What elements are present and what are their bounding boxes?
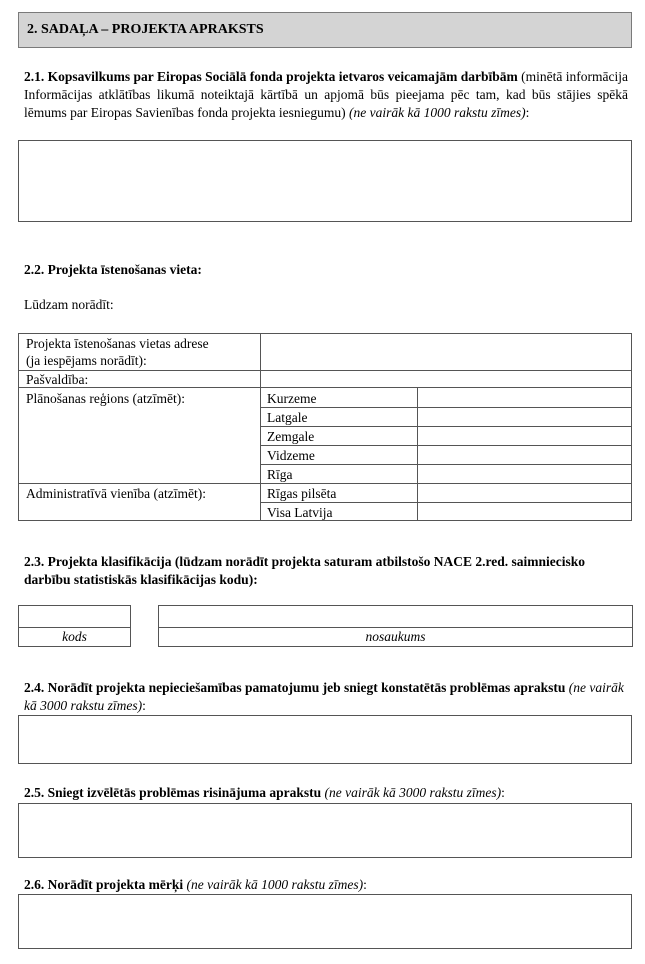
address-label-note: (ja iespējams norādīt): [26,353,147,368]
name-input[interactable] [159,606,632,627]
region-kurzeme: Kurzeme [267,391,317,406]
planning-region-label: Plānošanas reģions (atzīmēt): [26,391,185,406]
mark-cell-latgale[interactable] [418,408,631,426]
municipality-input[interactable] [262,371,630,387]
region-zemgale: Zemgale [267,429,315,444]
name-label: nosaukums [365,629,426,644]
code-input[interactable] [19,606,130,627]
code-label: kods [62,629,87,644]
section-2-6-heading: 2.6. Norādīt projekta mērķi (ne vairāk kā 1000 rakstu zīmes): [24,877,367,892]
address-label: Projekta īstenošanas vietas adrese [26,336,209,351]
mark-cell-riga[interactable] [418,465,631,483]
region-latgale: Latgale [267,410,308,425]
admin-all-latvia: Visa Latvija [267,505,333,520]
region-vidzeme: Vidzeme [267,448,315,463]
section-2-1-heading: 2.1. Kopsavilkums par Eiropas Sociālā fonda projekta ietvaros veicamajām darbībām (minētā informācija Informācijas atklātības likumā noteiktajā kārtībā un apjomā būs pieejama pēc tam, kad būs stājies spēkā lēmums par Eiropas Savienības fonda projekta iesniegumu) (ne vairāk kā 1000 rakstu zīmes): [24,69,628,120]
section-2-5-heading: 2.5. Sniegt izvēlētās problēmas risinājuma aprakstu (ne vairāk kā 3000 rakstu zīmes): [24,785,505,800]
mark-cell-riga-city[interactable] [418,484,631,502]
need-justification-textarea[interactable] [18,715,632,764]
mark-cell-kurzeme[interactable] [418,388,631,407]
section-2-3-heading: 2.3. Projekta klasifikācija (lūdzam norādīt projekta saturam atbilstošo NACE 2.red. saimniecisko darbību statistiskās klasifikācijas kodu): [24,554,586,587]
mark-cell-all-latvia[interactable] [418,503,631,520]
code-box [18,605,131,647]
admin-riga-city: Rīgas pilsēta [267,486,337,501]
name-box [158,605,633,647]
section-2-4-heading: 2.4. Norādīt projekta nepieciešamības pamatojumu jeb sniegt konstatētās problēmas aprakstu (ne vairāk kā 3000 rakstu zīmes): [24,680,624,713]
goal-textarea[interactable] [18,894,632,949]
location-table [18,333,632,521]
section-title: 2. SADAĻA – PROJEKTA APRAKSTS [27,22,264,37]
admin-unit-label: Administratīvā vienība (atzīmēt): [26,486,206,501]
solution-textarea[interactable] [18,803,632,858]
section-header [18,12,632,48]
region-riga: Rīga [267,467,293,482]
address-input[interactable] [262,335,630,369]
mark-cell-vidzeme[interactable] [418,446,631,464]
mark-cell-zemgale[interactable] [418,427,631,445]
municipality-label: Pašvaldība: [26,372,89,387]
instruction-text: Lūdzam norādīt: [24,297,114,312]
section-2-2-heading: 2.2. Projekta īstenošanas vieta: [24,262,202,277]
summary-textarea[interactable] [18,140,632,222]
